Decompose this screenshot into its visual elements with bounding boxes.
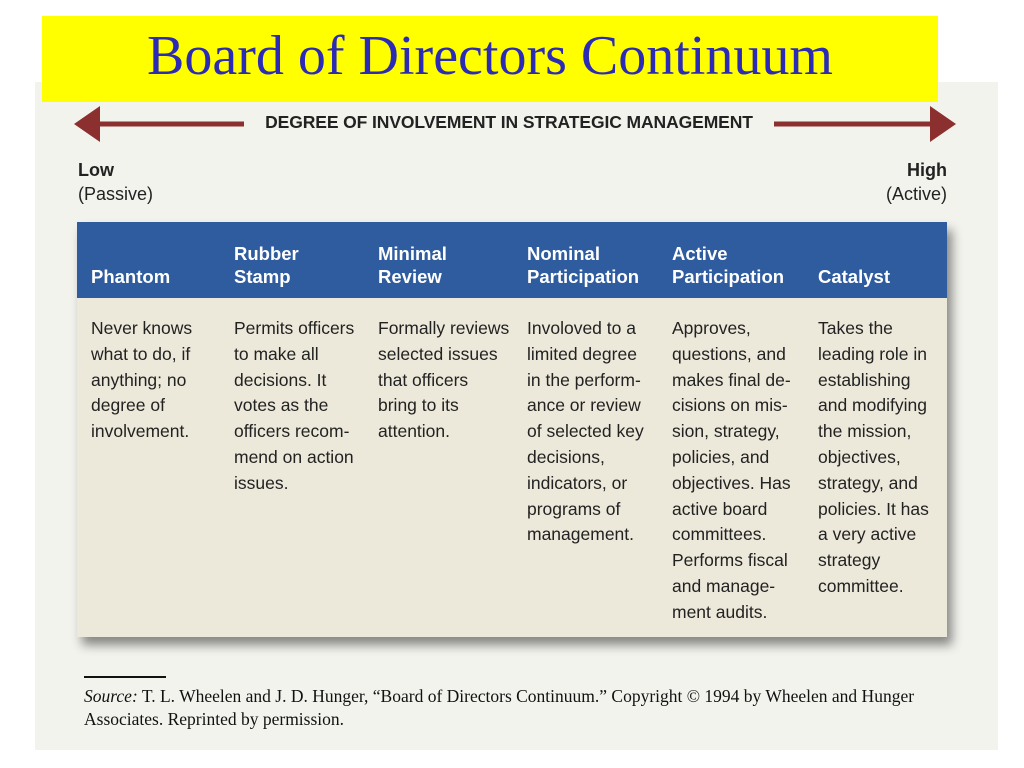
slide-title: Board of Directors Continuum bbox=[147, 25, 833, 87]
cell-nominal-participation: Involoved to a limited degree in the perform- ance or review of selected key decisions, indicators, or programs of management. bbox=[527, 318, 644, 545]
table-body-row bbox=[77, 298, 947, 637]
source-divider bbox=[84, 676, 166, 678]
arrow-head-left bbox=[74, 106, 100, 142]
header-nominal-participation: Nominal Participation bbox=[527, 243, 640, 287]
low-sublabel: (Passive) bbox=[78, 184, 154, 204]
cell-rubber-stamp: Permits officers to make all decisions. It votes as the officers recom- mend on action issues. bbox=[234, 318, 355, 493]
high-end-label bbox=[830, 158, 947, 206]
cell-catalyst: Takes the leading role in establishing and modifying the mission, objectives, strategy, and policies. It has a very active strategy committee. bbox=[818, 318, 929, 596]
cell-active-participation: Approves, questions, and makes final de- cisions on mis- sion, strategy, policies, and objectives. Has active board committees. Performs fiscal and manage- ment audits. bbox=[672, 318, 791, 622]
header-minimal-review: Minimal Review bbox=[378, 243, 447, 287]
arrow-head-right bbox=[930, 106, 956, 142]
header-rubber-stamp: Rubber Stamp bbox=[234, 243, 299, 287]
axis-label: DEGREE OF INVOLVEMENT IN STRATEGIC MANAGEMENT bbox=[244, 112, 774, 133]
cell-minimal-review: Formally reviews selected issues that officers bring to its attention. bbox=[378, 318, 510, 442]
cell-phantom: Never knows what to do, if anything; no degree of involvement. bbox=[91, 318, 193, 442]
high-label: High bbox=[907, 160, 947, 180]
header-catalyst: Catalyst bbox=[818, 266, 890, 287]
source-citation bbox=[84, 685, 964, 731]
table-header-row bbox=[77, 222, 947, 298]
header-active-participation: Active Participation bbox=[672, 243, 785, 287]
continuum-table bbox=[77, 222, 947, 637]
source-prefix: Source: bbox=[84, 686, 138, 706]
source-text: T. L. Wheelen and J. D. Hunger, “Board of Directors Continuum.” Copyright © 1994 by Wheelen and Hunger Associates. Reprinted by permission. bbox=[84, 686, 915, 729]
header-phantom: Phantom bbox=[91, 266, 171, 287]
low-end-label bbox=[78, 158, 153, 206]
high-sublabel: (Active) bbox=[885, 184, 947, 204]
low-label: Low bbox=[78, 160, 114, 180]
title-banner bbox=[42, 16, 938, 102]
